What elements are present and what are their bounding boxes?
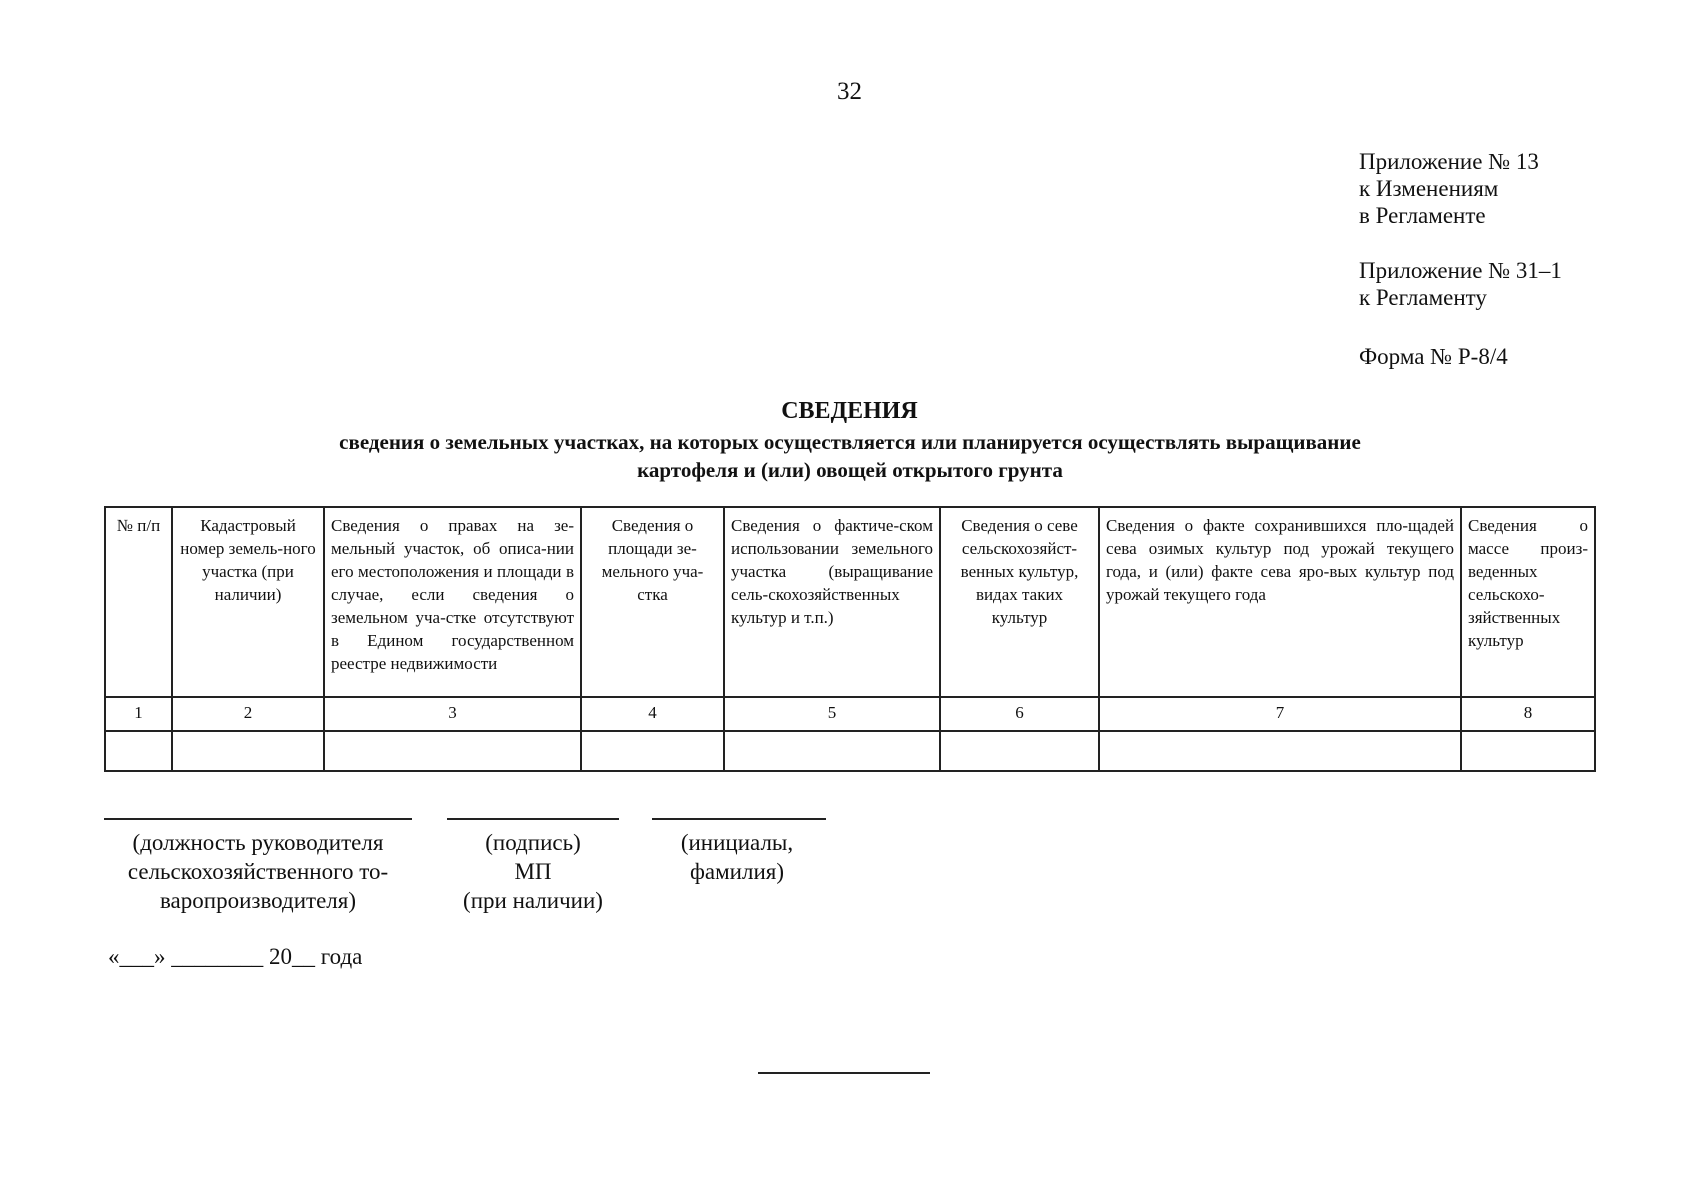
column-number-1: 1 (105, 697, 172, 731)
empty-cell (940, 731, 1099, 771)
column-number-5: 5 (724, 697, 940, 731)
empty-cell (1099, 731, 1461, 771)
document-subtitle (200, 428, 1500, 484)
header-col-8: Сведения о массе произ-веденных сельскохо-зяйственных культур (1461, 507, 1595, 697)
document-end-line (758, 1072, 930, 1074)
header-col-3: Сведения о правах на зе-мельный участок, об описа-нии его местоположения и площади в случае, если сведения о земельном уча-стке отсутствуют в Едином государственном реестре недвижимости (324, 507, 581, 697)
appendix-13-line3: в Регламенте (1359, 203, 1486, 228)
header-row (105, 507, 1595, 697)
empty-cell (105, 731, 172, 771)
empty-cell (724, 731, 940, 771)
empty-cell (1461, 731, 1595, 771)
header-col-4: Сведения о площади зе-мельного уча-стка (581, 507, 724, 697)
appendix-13-line1: Приложение № 13 (1359, 149, 1539, 174)
column-number-6: 6 (940, 697, 1099, 731)
page-number: 32 (837, 78, 862, 105)
header-col-1: № п/п (105, 507, 172, 697)
column-number-2: 2 (172, 697, 324, 731)
signature-caption-line3: (при наличии) (463, 888, 603, 913)
empty-cell (324, 731, 581, 771)
header-col-7: Сведения о факте сохранившихся пло-щадей сева озимых культур под урожай текущего года, и (или) факте сева яро-вых культур под урожай текущего года (1099, 507, 1461, 697)
form-number: Форма № Р-8/4 (1359, 344, 1508, 369)
column-number-3: 3 (324, 697, 581, 731)
empty-cell (172, 731, 324, 771)
document-title: СВЕДЕНИЯ (781, 398, 918, 424)
signature-caption (447, 828, 619, 915)
seal-caption: МП (514, 859, 552, 884)
header-col-6: Сведения о севе сельскохозяйст-венных культур, видах таких культур (940, 507, 1099, 697)
signature-line (447, 818, 619, 820)
column-number-8: 8 (1461, 697, 1595, 731)
date-line: «___» ________ 20__ года (108, 944, 363, 969)
column-number-7: 7 (1099, 697, 1461, 731)
appendix-31-1-line1: Приложение № 31–1 (1359, 258, 1562, 283)
position-signature-line (104, 818, 412, 820)
subtitle-line2: картофеля и (или) овощей открытого грунта (637, 458, 1063, 482)
appendix-31-1-block (1359, 257, 1562, 311)
header-col-2: Кадастровый номер земель-ного участка (при наличии) (172, 507, 324, 697)
appendix-31-1-line2: к Регламенту (1359, 285, 1487, 310)
name-signature-line (652, 818, 826, 820)
empty-cell (581, 731, 724, 771)
appendix-13-line2: к Изменениям (1359, 176, 1499, 201)
signature-caption-line1: (подпись) (485, 830, 581, 855)
form-table (104, 506, 1596, 772)
appendix-13-block (1359, 148, 1539, 229)
column-number-row (105, 697, 1595, 731)
header-col-5: Сведения о фактиче-ском использовании земельного участка (выращивание сель-скохозяйственных культур и т.п.) (724, 507, 940, 697)
name-caption: (инициалы, фамилия) (680, 830, 794, 884)
column-number-4: 4 (581, 697, 724, 731)
empty-data-row (105, 731, 1595, 771)
position-caption: (должность руководителя сельскохозяйственного то-варопроизводителя) (127, 830, 389, 913)
subtitle-line1: сведения о земельных участках, на которых осуществляется или планируется осуществлять выращивание (339, 430, 1361, 454)
